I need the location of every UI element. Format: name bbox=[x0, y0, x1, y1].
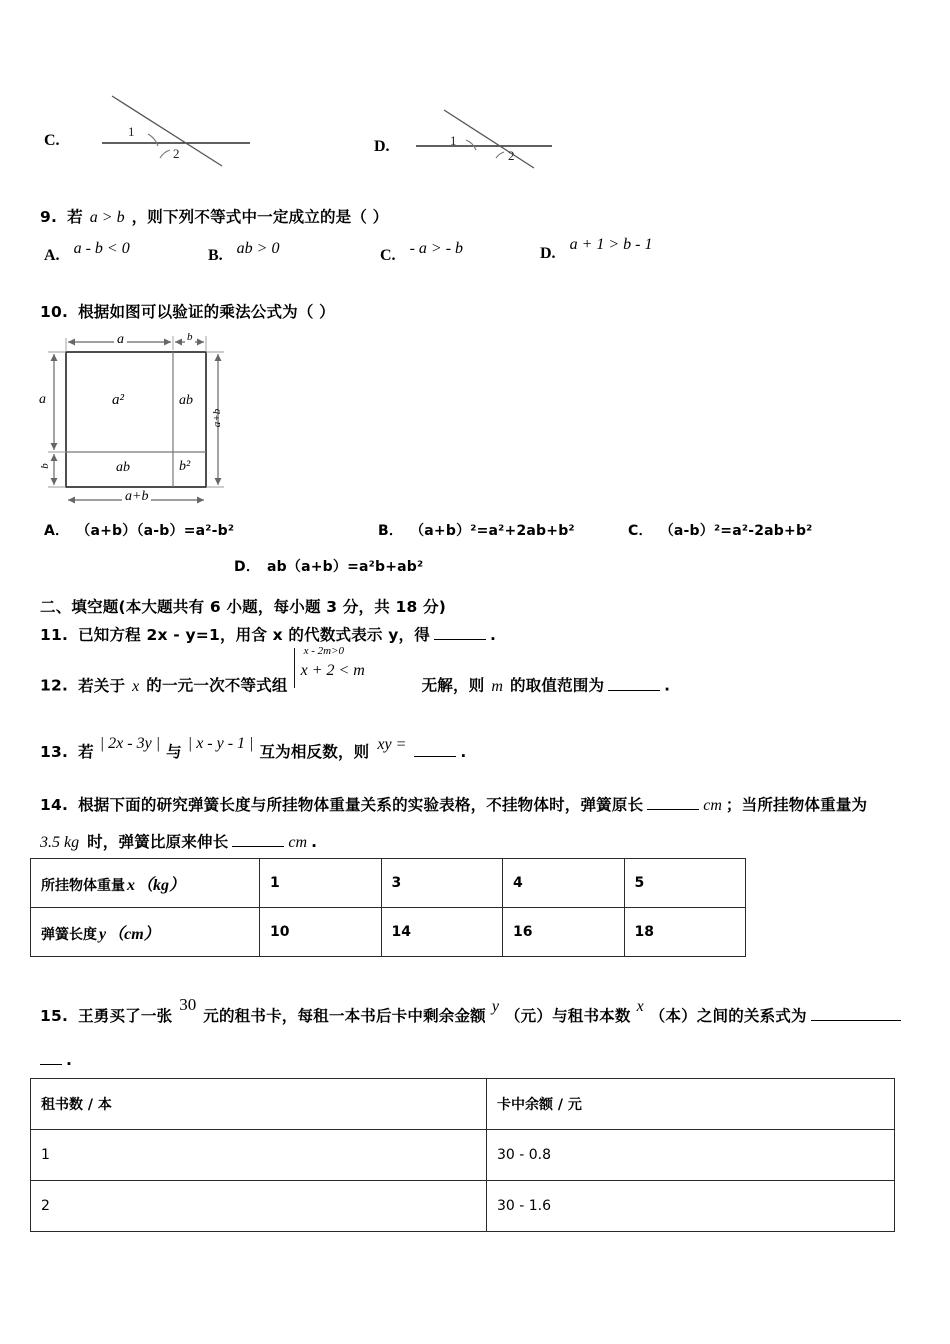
spring-row1-v2: 3 bbox=[381, 859, 503, 908]
crossing-lines-figure-d bbox=[404, 88, 604, 170]
q12-number: 12. bbox=[40, 676, 69, 695]
table-row bbox=[31, 908, 746, 957]
rent-header-balance: 卡中余额 / 元 bbox=[487, 1079, 895, 1130]
q9-option-d-math: a + 1 > b - 1 bbox=[569, 236, 653, 253]
rent-row1-balance: 30 - 0.8 bbox=[487, 1130, 895, 1181]
q9-option-c-letter: C. bbox=[380, 247, 396, 264]
q10-option-a bbox=[44, 520, 234, 540]
q9-option-a bbox=[44, 240, 130, 264]
q10-option-c-letter: C． bbox=[628, 523, 653, 539]
svg-text:1: 1 bbox=[450, 133, 457, 148]
q9-option-d bbox=[540, 236, 653, 262]
q13-text-c: 互为相反数，则 bbox=[259, 743, 370, 761]
q13-text-b: 与 bbox=[166, 743, 182, 761]
rent-header-books: 租书数 / 本 bbox=[31, 1079, 487, 1130]
q11-text-b: . bbox=[489, 626, 497, 644]
q9-option-b-letter: B. bbox=[208, 247, 223, 264]
question10-square-figure bbox=[18, 330, 248, 515]
question15-line1 bbox=[40, 995, 901, 1026]
q10-option-d-letter: D． bbox=[234, 559, 261, 575]
square-right-label-ab: a+b bbox=[211, 408, 224, 428]
question12 bbox=[40, 645, 671, 702]
question10-stem bbox=[40, 300, 335, 322]
spring-row2-v2: 14 bbox=[381, 908, 503, 957]
q10-option-b bbox=[378, 520, 575, 540]
system-brace-bar bbox=[294, 648, 296, 688]
q10-option-b-letter: B． bbox=[378, 523, 404, 539]
q12-text-c: 无解，则 bbox=[421, 676, 485, 695]
q11-text-a: 已知方程 2x - y=1，用含 x 的代数式表示 y，得 bbox=[78, 626, 430, 644]
spring-row1-v4: 5 bbox=[624, 859, 746, 908]
q15-answer-blank-part1[interactable] bbox=[811, 1004, 901, 1021]
square-bottom-label-ab: a+b bbox=[122, 489, 151, 505]
q15-amount: 30 bbox=[179, 995, 197, 1014]
q15-text-b: 元的租书卡，每租一本书后卡中剩余金额 bbox=[203, 1007, 486, 1025]
spring-row2-label-unit: （cm） bbox=[108, 925, 160, 943]
q12-system-line2: x + 2 < m bbox=[300, 662, 365, 679]
q9-option-b bbox=[208, 240, 280, 264]
question14-line1 bbox=[40, 793, 867, 815]
table-row bbox=[31, 1130, 895, 1181]
spring-row2-label bbox=[31, 908, 260, 957]
section2-heading: 二、填空题(本大题共有 6 小题，每小题 3 分，共 18 分) bbox=[40, 598, 447, 616]
q13-number: 13. bbox=[40, 743, 69, 761]
question9-stem bbox=[40, 205, 388, 227]
spring-row1-label bbox=[31, 859, 260, 908]
q14-line1-b: ；当所挂物体重量为 bbox=[725, 796, 868, 814]
q12-text-d: 的取值范围为 bbox=[509, 676, 605, 695]
svg-text:2: 2 bbox=[508, 148, 515, 163]
q15-text-e: . bbox=[66, 1051, 73, 1069]
q14-line2-c: . bbox=[311, 833, 318, 851]
q14-line2-unit: cm bbox=[288, 834, 308, 851]
q10-number: 10. bbox=[40, 303, 69, 321]
q11-answer-blank[interactable] bbox=[434, 623, 486, 640]
q9-stem-post: ，则下列不等式中一定成立的是（ ） bbox=[131, 208, 389, 226]
q12-text-b: 的一元一次不等式组 bbox=[146, 676, 288, 695]
q9-option-c-math: - a > - b bbox=[409, 240, 464, 257]
q15-number: 15. bbox=[40, 1007, 69, 1025]
q9-stem-math: a > b bbox=[89, 209, 125, 226]
q12-var-x: x bbox=[132, 677, 140, 695]
square-left-label-a: a bbox=[39, 392, 46, 407]
q9-number: 9. bbox=[40, 208, 58, 226]
q12-answer-blank[interactable] bbox=[608, 674, 660, 691]
question13 bbox=[40, 735, 467, 762]
square-top-label-b: b bbox=[187, 331, 193, 343]
q13-expr-3: xy = bbox=[377, 736, 407, 753]
q14-line1-a: 根据下面的研究弹簧长度与所挂物体重量关系的实验表格，不挂物体时，弹簧原长 bbox=[78, 796, 644, 814]
square-top-label-a: a bbox=[114, 332, 127, 348]
rent-row2-balance: 30 - 1.6 bbox=[487, 1181, 895, 1232]
q15-var-y: y bbox=[491, 998, 499, 1015]
q15-text-c: （元）与租书本数 bbox=[504, 1007, 631, 1025]
q14-number: 14. bbox=[40, 796, 69, 814]
q10-option-b-text: （a+b）²=a²+2ab+b² bbox=[410, 523, 575, 539]
q10-option-a-text: （a+b）（a-b）=a²-b² bbox=[76, 523, 235, 539]
question8-option-c bbox=[44, 88, 274, 168]
spring-row1-label-unit: （kg） bbox=[137, 876, 186, 894]
q14-blank-2[interactable] bbox=[232, 830, 284, 847]
q9-option-a-math: a - b < 0 bbox=[73, 240, 130, 257]
q10-option-d-text: ab（a+b）=a²b+ab² bbox=[267, 559, 424, 575]
q12-text-a: 若关于 bbox=[78, 676, 126, 695]
square-region-ab-top-right: ab bbox=[179, 393, 193, 408]
spring-row2-v1: 10 bbox=[260, 908, 382, 957]
q14-line1-unit: cm bbox=[703, 797, 722, 814]
q9-option-b-math: ab > 0 bbox=[236, 240, 280, 257]
q15-text-d: （本）之间的关系式为 bbox=[649, 1007, 807, 1025]
crossing-lines-figure-c bbox=[70, 88, 270, 168]
q10-option-d bbox=[234, 556, 423, 576]
q15-var-x: x bbox=[636, 998, 644, 1015]
spring-row1-label-cn: 所挂物体重量 bbox=[41, 877, 125, 894]
option-c-letter: C. bbox=[44, 132, 60, 149]
svg-text:1: 1 bbox=[128, 124, 135, 139]
table-row bbox=[31, 859, 746, 908]
q13-answer-blank[interactable] bbox=[414, 740, 456, 757]
table-row bbox=[31, 1181, 895, 1232]
q15-answer-blank-part2[interactable] bbox=[40, 1048, 62, 1065]
table-header-row bbox=[31, 1079, 895, 1130]
q9-stem-pre: 若 bbox=[67, 208, 83, 226]
q13-text-d: . bbox=[460, 743, 467, 761]
book-rental-table bbox=[30, 1078, 895, 1232]
q14-line2-kg: kg bbox=[64, 834, 80, 851]
q12-text-e: . bbox=[664, 676, 671, 695]
spring-row2-v3: 16 bbox=[503, 908, 625, 957]
q10-stem-text: 根据如图可以验证的乘法公式为（ ） bbox=[78, 303, 335, 321]
rent-row2-books: 2 bbox=[31, 1181, 487, 1232]
q13-expr-2: | x - y - 1 | bbox=[187, 735, 254, 752]
spring-row1-label-var: x bbox=[127, 876, 135, 894]
rent-row1-books: 1 bbox=[31, 1130, 487, 1181]
square-left-label-b: b bbox=[38, 463, 51, 469]
q10-option-c-text: （a-b）²=a²-2ab+b² bbox=[659, 523, 813, 539]
q10-option-a-letter: A． bbox=[44, 523, 70, 539]
question8-option-d bbox=[374, 88, 604, 168]
spring-experiment-table bbox=[30, 858, 746, 957]
q12-var-m: m bbox=[491, 677, 503, 695]
q13-expr-1: | 2x - 3y | bbox=[99, 735, 161, 752]
q12-inequality-system bbox=[294, 645, 416, 702]
question15-line2 bbox=[40, 1048, 72, 1070]
q9-option-c bbox=[380, 240, 464, 264]
q14-blank-1[interactable] bbox=[647, 793, 699, 810]
q14-line2-b: 时，弹簧比原来伸长 bbox=[87, 833, 229, 851]
q9-option-a-letter: A. bbox=[44, 247, 60, 264]
spring-row2-v4: 18 bbox=[624, 908, 746, 957]
q11-number: 11. bbox=[40, 626, 69, 644]
q10-option-c bbox=[628, 520, 813, 540]
square-region-b-squared: b² bbox=[179, 459, 191, 474]
question11 bbox=[40, 623, 496, 645]
q15-text-a: 王勇买了一张 bbox=[78, 1007, 173, 1025]
q9-option-d-letter: D. bbox=[540, 245, 556, 262]
square-region-ab-bottom-left: ab bbox=[116, 460, 130, 475]
svg-text:2: 2 bbox=[173, 146, 180, 161]
spring-row1-v1: 1 bbox=[260, 859, 382, 908]
q12-system-line1: x - 2m>0 bbox=[303, 645, 345, 657]
spring-row2-label-var: y bbox=[99, 925, 107, 943]
spring-row2-label-cn: 弹簧长度 bbox=[41, 926, 97, 943]
q14-line2-a: 3.5 bbox=[40, 834, 60, 851]
question14-line2 bbox=[40, 830, 317, 852]
square-region-a-squared: a² bbox=[112, 392, 124, 408]
q13-text-a: 若 bbox=[78, 743, 94, 761]
option-d-letter: D. bbox=[374, 138, 390, 155]
spring-row1-v3: 4 bbox=[503, 859, 625, 908]
